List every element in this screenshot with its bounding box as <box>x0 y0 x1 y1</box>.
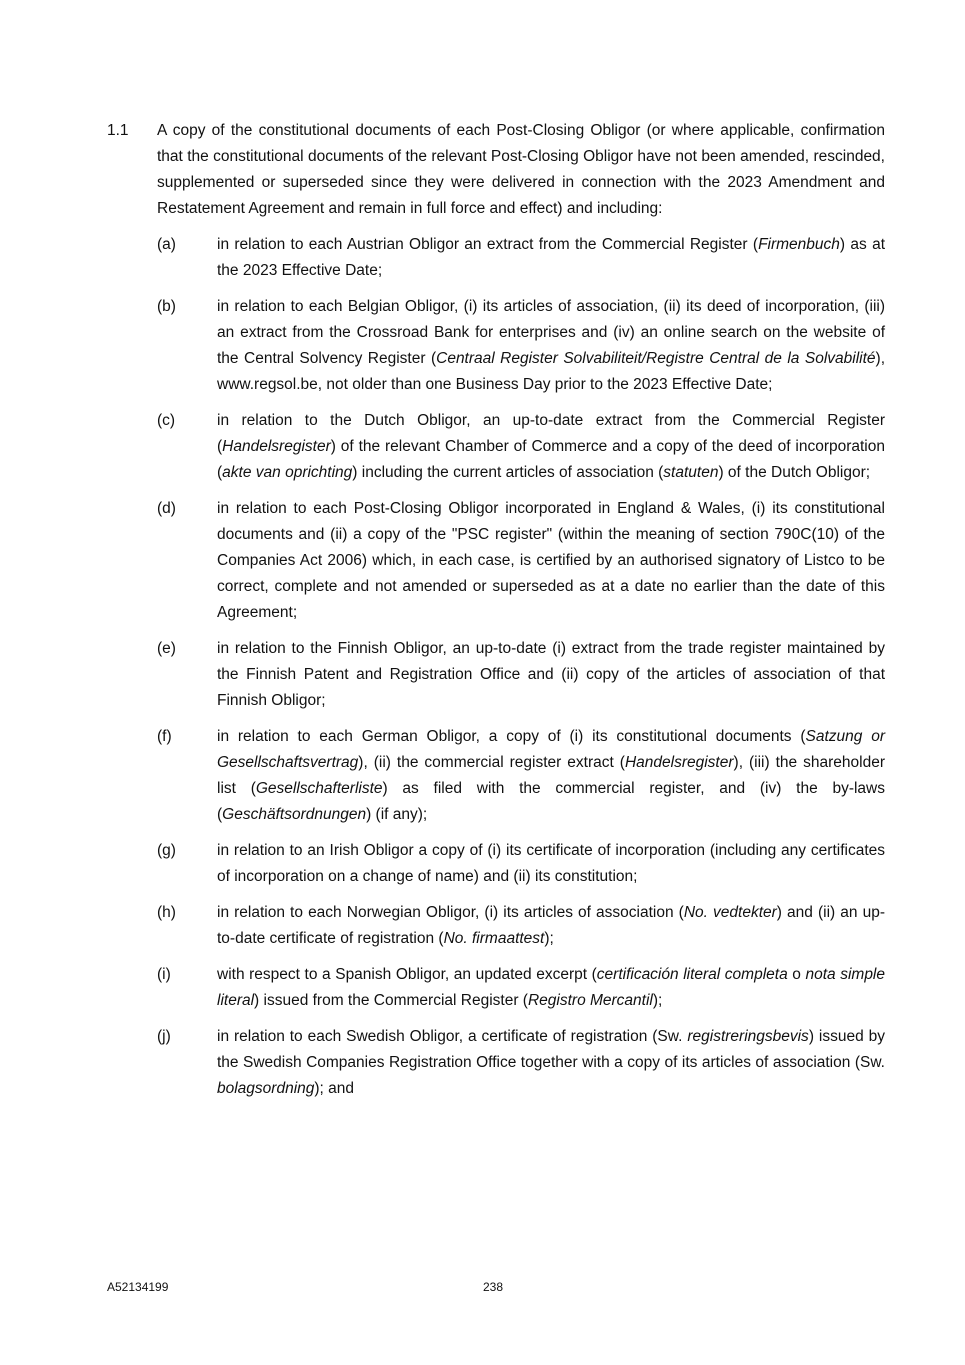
text-segment: ) as filed with the commercial register, and (iv) the by-laws ( <box>217 780 885 823</box>
list-item <box>157 408 885 486</box>
list-item-label: (e) <box>157 640 176 657</box>
clause-heading-row <box>107 118 885 222</box>
list-item <box>157 900 885 952</box>
list-item-text <box>217 232 885 284</box>
document-reference: A52134199 <box>107 1280 169 1294</box>
italic-term: Satzung or Gesellschaftsvertrag <box>217 728 885 771</box>
list-item <box>157 724 885 828</box>
list-item-label: (i) <box>157 966 171 983</box>
clause-1-1 <box>107 118 885 1112</box>
clause-number: 1.1 <box>107 122 129 139</box>
list-item-label: (c) <box>157 412 176 429</box>
list-item-text <box>217 496 885 626</box>
text-segment: ) including the current articles of association ( <box>352 464 664 481</box>
list-item <box>157 232 885 284</box>
text-segment: in relation to each Norwegian Obligor, (i) its articles of association ( <box>217 904 684 921</box>
list-item-label: (a) <box>157 236 176 253</box>
list-item-text <box>217 408 885 486</box>
italic-term: Handelsregister <box>222 438 331 455</box>
list-item-label: (d) <box>157 500 176 517</box>
italic-term: certificación literal completa <box>596 966 788 983</box>
text-segment: in relation to each Swedish Obligor, a certificate of registration (Sw. <box>217 1028 688 1045</box>
text-segment: in relation to each German Obligor, a copy of (i) its constitutional documents ( <box>217 728 806 745</box>
text-segment: in relation to an Irish Obligor a copy of (i) its certificate of incorporation (including any certificates of incorporation on a change of name) and (ii) its constitution; <box>217 842 885 885</box>
italic-term: statuten <box>663 464 719 481</box>
text-segment: ); <box>652 992 663 1009</box>
list-item <box>157 1024 885 1102</box>
text-segment: ); <box>544 930 554 947</box>
list-item-label: (b) <box>157 298 176 315</box>
list-item <box>157 294 885 398</box>
italic-term: Firmenbuch <box>758 236 840 253</box>
text-segment: ), www.regsol.be, not older than one Business Day prior to the 2023 Effective Date; <box>217 350 885 393</box>
italic-term: No. firmaattest <box>443 930 545 947</box>
italic-term: registreringsbevis <box>687 1028 809 1045</box>
list-item-text <box>217 1024 885 1102</box>
text-segment: in relation to each Austrian Obligor an extract from the Commercial Register ( <box>217 236 759 253</box>
text-segment: ), (ii) the commercial register extract ( <box>358 754 625 771</box>
list-item-label: (j) <box>157 1028 171 1045</box>
italic-term: akte van oprichting <box>222 464 353 481</box>
italic-term: bolagsordning <box>217 1080 315 1097</box>
italic-term: Registro Mercantil <box>527 992 653 1009</box>
list-item-text <box>217 294 885 398</box>
list-item-label: (g) <box>157 842 176 859</box>
list-item-label: (f) <box>157 728 172 745</box>
text-segment: in relation to each Belgian Obligor, (i) its articles of association, (ii) its deed of incorporation, (iii) an extract from the Crossroad Bank for enterprises and (iv) an online search on the website of the Central Solvency Register ( <box>217 298 885 367</box>
text-segment: ); and <box>314 1080 355 1097</box>
italic-term: nota simple literal <box>217 966 885 1009</box>
list-item-text <box>217 838 885 890</box>
italic-term: No. vedtekter <box>683 904 777 921</box>
italic-term: Gesellschafterliste <box>255 780 383 797</box>
text-segment: with respect to a Spanish Obligor, an updated excerpt ( <box>217 966 597 983</box>
clause-items-list <box>157 232 885 1102</box>
list-item-text <box>217 962 885 1014</box>
list-item <box>157 496 885 626</box>
list-item-text <box>217 724 885 828</box>
text-segment: in relation to the Dutch Obligor, an up-to-date extract from the Commercial Register ( <box>217 412 885 455</box>
text-segment: ) issued by the Swedish Companies Registration Office together with a copy of its articles of association (Sw. <box>217 1028 886 1071</box>
text-segment: ) of the Dutch Obligor; <box>718 464 871 481</box>
text-segment: ) as at the 2023 Effective Date; <box>217 236 885 279</box>
list-item <box>157 636 885 714</box>
text-segment: ) and (ii) an up-to-date certificate of registration ( <box>217 904 885 947</box>
text-segment: in relation to the Finnish Obligor, an up-to-date (i) extract from the trade register maintained by the Finnish Patent and Registration Office and (ii) copy of the articles of association of that Finnish Obligor; <box>217 640 885 709</box>
clause-text: A copy of the constitutional documents of each Post-Closing Obligor (or where applicable, confirmation that the constitutional documents of the relevant Post-Closing Obligor have not been amended, rescinded, supplemented or superseded since they were delivered in connection with the 2023 Amendment and Restatement Agreement and remain in full force and effect) and including: <box>157 122 885 217</box>
text-segment: ) issued from the Commercial Register ( <box>254 992 528 1009</box>
text-segment: in relation to each Post-Closing Obligor incorporated in England & Wales, (i) its constitutional documents and (ii) a copy of the "PSC register" (within the meaning of section 790C(10) of the Companies Act 2006) which, in each case, is certified by an authorised signatory of Listco to be correct, complete and not amended or superseded as at a date no earlier than the date of this Agreement; <box>217 500 885 621</box>
list-item-label: (h) <box>157 904 176 921</box>
page-number: 238 <box>483 1280 504 1294</box>
list-item <box>157 962 885 1014</box>
list-item <box>157 838 885 890</box>
text-segment: ) of the relevant Chamber of Commerce and a copy of the deed of incorporation ( <box>217 438 885 481</box>
text-segment: ) (if any); <box>366 806 428 823</box>
list-item-text <box>217 900 885 952</box>
text-segment: o <box>787 966 806 983</box>
italic-term: Handelsregister <box>624 754 734 771</box>
text-segment: ), (iii) the shareholder list ( <box>217 754 885 797</box>
italic-term: Centraal Register Solvabiliteit/Registre Central de la Solvabilité <box>436 350 876 367</box>
italic-term: Geschäftsordnungen <box>222 806 367 823</box>
list-item-text <box>217 636 885 714</box>
